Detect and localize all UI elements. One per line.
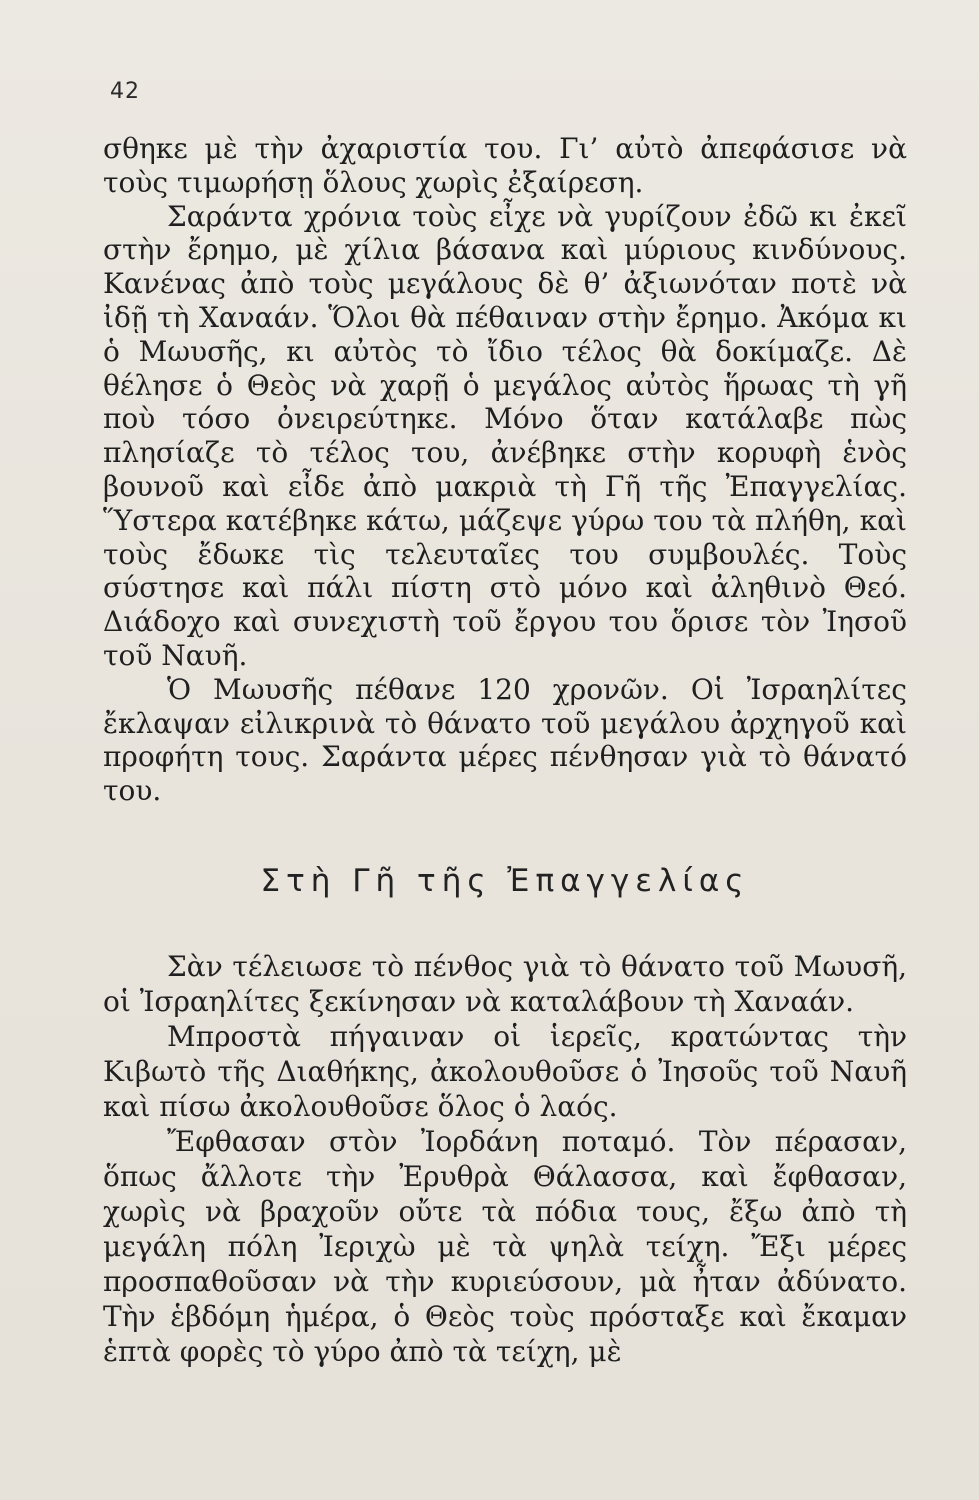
paragraph-forty-years: Σαράντα χρόνια τοὺς εἶχε νὰ γυρίζουν ἐδῶ κι ἐκεῖ στὴν ἔρημο, μὲ χίλια βάσανα καὶ μύριους κινδύνους. Κανένας ἀπὸ τοὺς μεγάλους δὲ θ’ ἀξιωνόταν ποτὲ νὰ ἰδῇ τὴ Χαναάν. Ὅλοι θὰ πέθαιναν στὴν ἔρημο. Ἀκόμα κι ὁ Μωυσῆς, κι αὐτὸς τὸ ἴδιο τέλος θὰ δοκίμαζε. Δὲ θέλησε ὁ Θεὸς νὰ χαρῇ ὁ μεγάλος αὐτὸς ἥρωας τὴ γῆ ποὺ τόσο ὀνειρεύτηκε. Μόνο ὅταν κατάλαβε πὼς πλησίαζε τὸ τέλος του, ἀνέβηκε στὴν κορυφὴ ἑνὸς βουνοῦ καὶ εἶδε ἀπὸ μακριὰ τὴ Γῆ τῆς Ἐπαγγελίας. Ὕστερα κατέβηκε κάτω, μάζεψε γύρω του τὰ πλήθη, καὶ τοὺς ἔδωκε τὶς τελευταῖες του συμβουλές. Τοὺς σύστησε καὶ πάλι πίστη στὸ μόνο καὶ ἀληθινὸ Θεό. Διάδοχο καὶ συνεχιστὴ τοῦ ἔργου του ὅρισε τὸν Ἰησοῦ τοῦ Ναυῆ. bbox=[103, 199, 907, 672]
page-number: 42 bbox=[110, 79, 140, 104]
section-body bbox=[103, 949, 907, 1369]
paragraph-departure: Σὰν τέλειωσε τὸ πένθος γιὰ τὸ θάνατο τοῦ Μωυσῆ, οἱ Ἰσραηλίτες ξεκίνησαν νὰ καταλάβουν τὴ Χαναάν. bbox=[103, 949, 907, 1018]
paragraph-procession: Μπροστὰ πήγαιναν οἱ ἱερεῖς, κρατώντας τὴν Κιβωτὸ τῆς Διαθήκης, ἀκολουθοῦσε ὁ Ἰησοῦς τοῦ Ναυῆ καὶ πίσω ἀκολουθοῦσε ὅλος ὁ λαός. bbox=[103, 1019, 907, 1123]
paragraph-jericho: Ἔφθασαν στὸν Ἰορδάνη ποταμό. Τὸν πέρασαν, ὅπως ἄλλοτε τὴν Ἐρυθρὰ Θάλασσα, καὶ ἔφθασαν, χωρὶς νὰ βραχοῦν οὔτε τὰ πόδια τους, ἔξω ἀπὸ τὴ μεγάλη πόλη Ἰεριχὼ μὲ τὰ ψηλὰ τείχη. Ἔξι μέρες προσπαθοῦσαν νὰ τὴν κυριεύσουν, μὰ ἦταν ἀδύνατο. Τὴν ἑβδόμη ἡμέρα, ὁ Θεὸς τοὺς πρόσταξε καὶ ἔκαμαν ἑπτὰ φορὲς τὸ γύρο ἀπὸ τὰ τείχη, μὲ bbox=[103, 1124, 907, 1368]
page-text bbox=[103, 132, 907, 1369]
paragraph-moses-death: Ὁ Μωυσῆς πέθανε 120 χρονῶν. Οἱ Ἰσραηλίτες ἔκλαψαν εἰλικρινὰ τὸ θάνατο τοῦ μεγάλου ἀρχηγοῦ καὶ προφήτη τους. Σαράντα μέρες πένθησαν γιὰ τὸ θάνατό του. bbox=[103, 672, 907, 808]
section-heading: Στὴ Γῆ τῆς Ἐπαγγελίας bbox=[260, 862, 750, 899]
paragraph-continuation: σθηκε μὲ τὴν ἀχαριστία του. Γι’ αὐτὸ ἀπεφάσισε νὰ τοὺς τιμωρήσῃ ὅλους χωρὶς ἐξαίρεση. bbox=[103, 132, 907, 199]
